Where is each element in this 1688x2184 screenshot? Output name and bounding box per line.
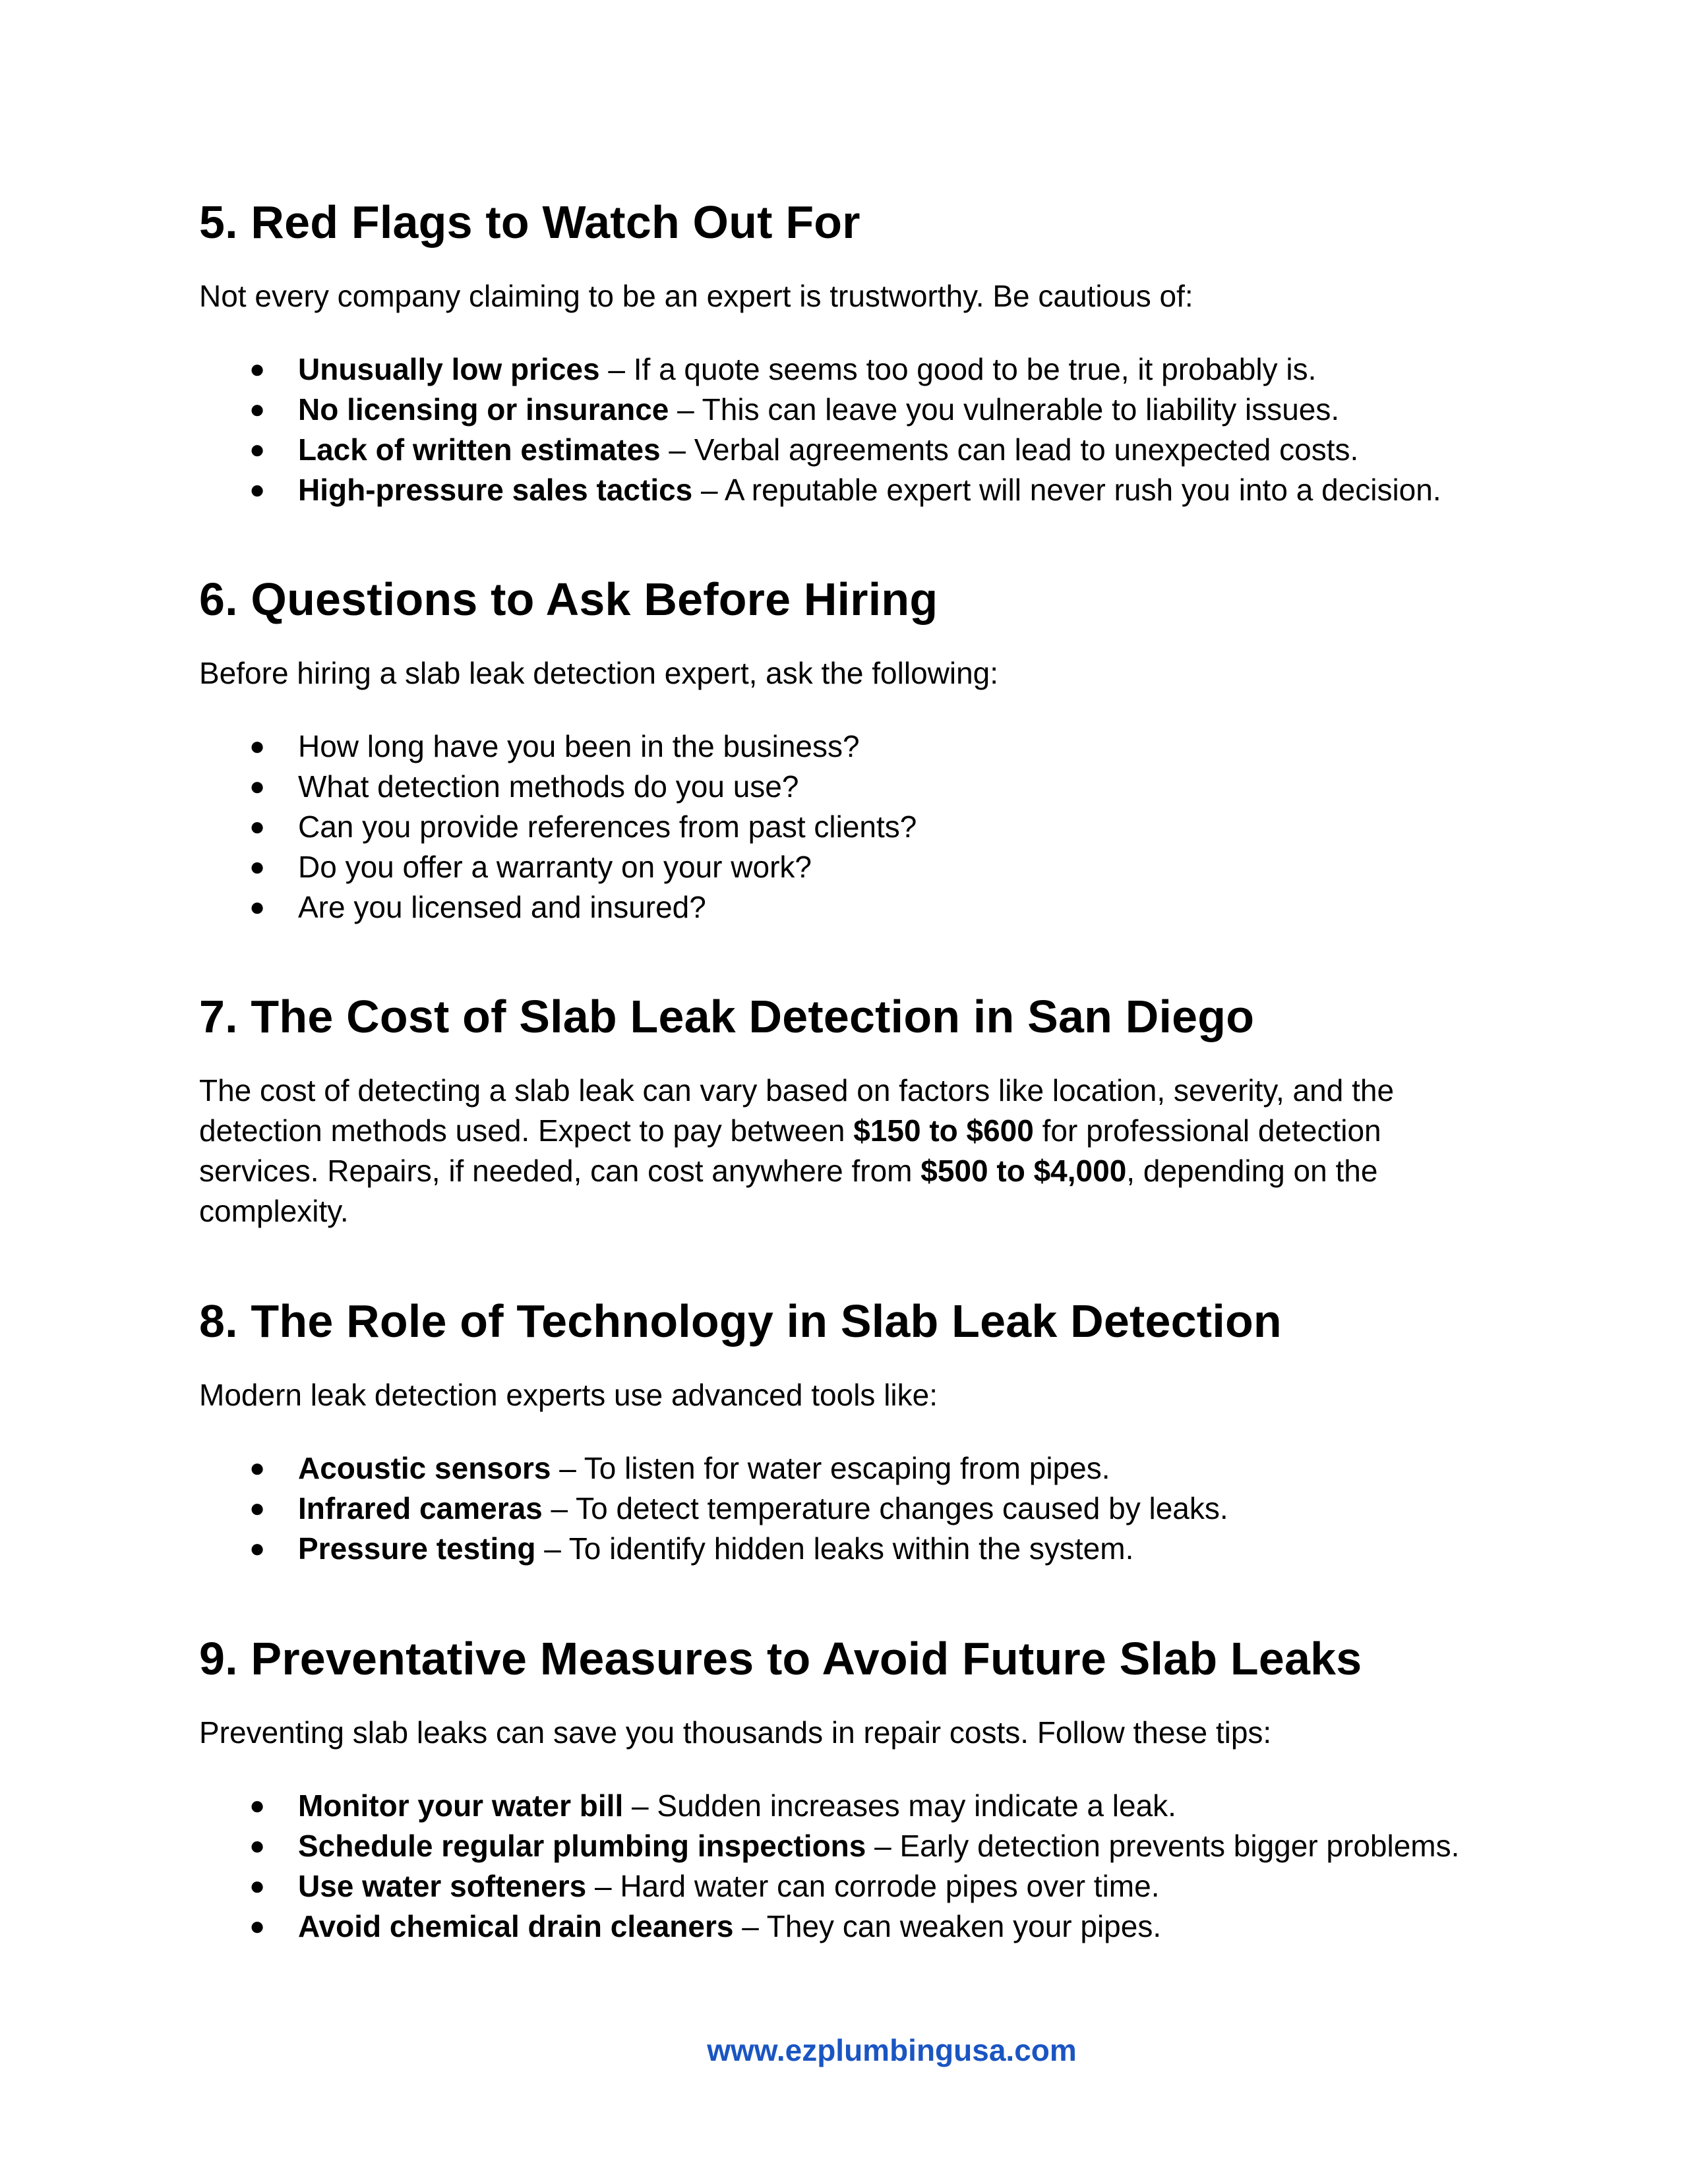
item-term: High-pressure sales tactics [298,473,693,507]
bullet-icon: ● [249,732,266,761]
paragraph-text: detection methods used. Expect to pay between [199,1113,854,1148]
item-description: – To listen for water escaping from pipes. [551,1451,1110,1485]
bullet-icon: ● [249,475,266,504]
list-item [199,726,1518,767]
item-description: – To identify hidden leaks within the system. [535,1531,1134,1566]
bullet-icon: ● [249,1791,266,1820]
section-intro: Before hiring a slab leak detection expert, ask the following: [199,656,999,690]
paragraph-line [199,1151,1518,1191]
list-item [199,767,1518,807]
bullet-icon: ● [249,1872,266,1901]
list-item [199,1529,1518,1569]
paragraph-text: services. Repairs, if needed, can cost anywhere from [199,1154,921,1188]
website-link[interactable] [0,2030,1688,2070]
item-description: – If a quote seems too good to be true, it probably is. [599,352,1317,386]
item-description: – Sudden increases may indicate a leak. [623,1788,1176,1823]
list-item [199,847,1518,887]
list-item [199,1866,1518,1906]
item-term: Acoustic sensors [298,1451,551,1485]
list-item [199,1448,1518,1489]
bullet-icon: ● [249,1454,266,1483]
item-term: Avoid chemical drain cleaners [298,1909,734,1943]
item-term: Pressure testing [298,1531,536,1566]
list-item [199,1826,1518,1866]
bullet-icon: ● [249,1494,266,1523]
list-item [199,807,1518,847]
item-term: Schedule regular plumbing inspections [298,1829,866,1863]
item-term: Lack of written estimates [298,432,661,467]
item-text: Are you licensed and insured? [298,890,706,924]
section-intro: Preventing slab leaks can save you thousands in repair costs. Follow these tips: [199,1715,1272,1750]
section-prevention [199,1631,1518,1947]
bullet-icon: ● [249,1912,266,1941]
bullet-icon: ● [249,852,266,881]
bullet-icon: ● [249,893,266,922]
item-text: Can you provide references from past clients? [298,810,917,844]
paragraph-line: The cost of detecting a slab leak can vary based on factors like location, severity, and the [199,1073,1395,1107]
section-heading: 8. The Role of Technology in Slab Leak Detection [199,1295,1282,1347]
item-text: How long have you been in the business? [298,729,860,763]
price-range-repair: $500 to $4,000 [920,1154,1127,1188]
list-item [199,1489,1518,1529]
list-item [199,1786,1518,1826]
bullet-icon: ● [249,395,266,424]
paragraph-text: for professional detection [1033,1113,1381,1148]
item-description: – This can leave you vulnerable to liability issues. [669,392,1340,427]
bullet-icon: ● [249,355,266,384]
item-term: No licensing or insurance [298,392,669,427]
bullet-icon: ● [249,435,266,464]
item-description: – Verbal agreements can lead to unexpected costs. [660,432,1359,467]
list-item [199,390,1518,430]
item-term: Unusually low prices [298,352,600,386]
item-description: – Hard water can corrode pipes over time. [586,1869,1160,1903]
list-item [199,887,1518,928]
item-term: Infrared cameras [298,1491,543,1525]
bullet-icon: ● [249,772,266,801]
bullet-list [199,1786,1518,1947]
section-intro: Modern leak detection experts use advanced tools like: [199,1378,938,1412]
section-heading: 7. The Cost of Slab Leak Detection in San Diego [199,991,1255,1042]
item-description: – They can weaken your pipes. [733,1909,1162,1943]
cost-paragraph [199,1071,1518,1231]
list-item [199,430,1518,470]
list-item [199,1906,1518,1947]
price-range-detection: $150 to $600 [853,1113,1034,1148]
item-term: Monitor your water bill [298,1788,624,1823]
item-description: – A reputable expert will never rush you into a decision. [692,473,1441,507]
bullet-icon: ● [249,812,266,841]
list-item [199,349,1518,390]
bullet-list [199,1448,1518,1569]
item-term: Use water softeners [298,1869,587,1903]
section-red-flags [199,194,1518,510]
section-questions [199,572,1518,928]
section-intro: Not every company claiming to be an expert is trustworthy. Be cautious of: [199,279,1193,313]
paragraph-text: , depending on the [1126,1154,1378,1188]
item-text: Do you offer a warranty on your work? [298,850,812,884]
website-link-text[interactable]: www.ezplumbingusa.com [707,2033,1077,2067]
section-cost [199,989,1518,1231]
section-heading: 6. Questions to Ask Before Hiring [199,574,938,625]
section-heading: 9. Preventative Measures to Avoid Future Slab Leaks [199,1633,1362,1684]
bullet-list [199,726,1518,928]
list-item [199,470,1518,510]
item-description: – To detect temperature changes caused by leaks. [542,1491,1228,1525]
section-technology [199,1293,1518,1569]
paragraph-line: complexity. [199,1194,349,1228]
item-text: What detection methods do you use? [298,769,799,804]
bullet-icon: ● [249,1831,266,1860]
item-description: – Early detection prevents bigger problems. [866,1829,1460,1863]
paragraph-line [199,1111,1518,1151]
bullet-list [199,349,1518,510]
section-heading: 5. Red Flags to Watch Out For [199,196,860,248]
bullet-icon: ● [249,1534,266,1563]
